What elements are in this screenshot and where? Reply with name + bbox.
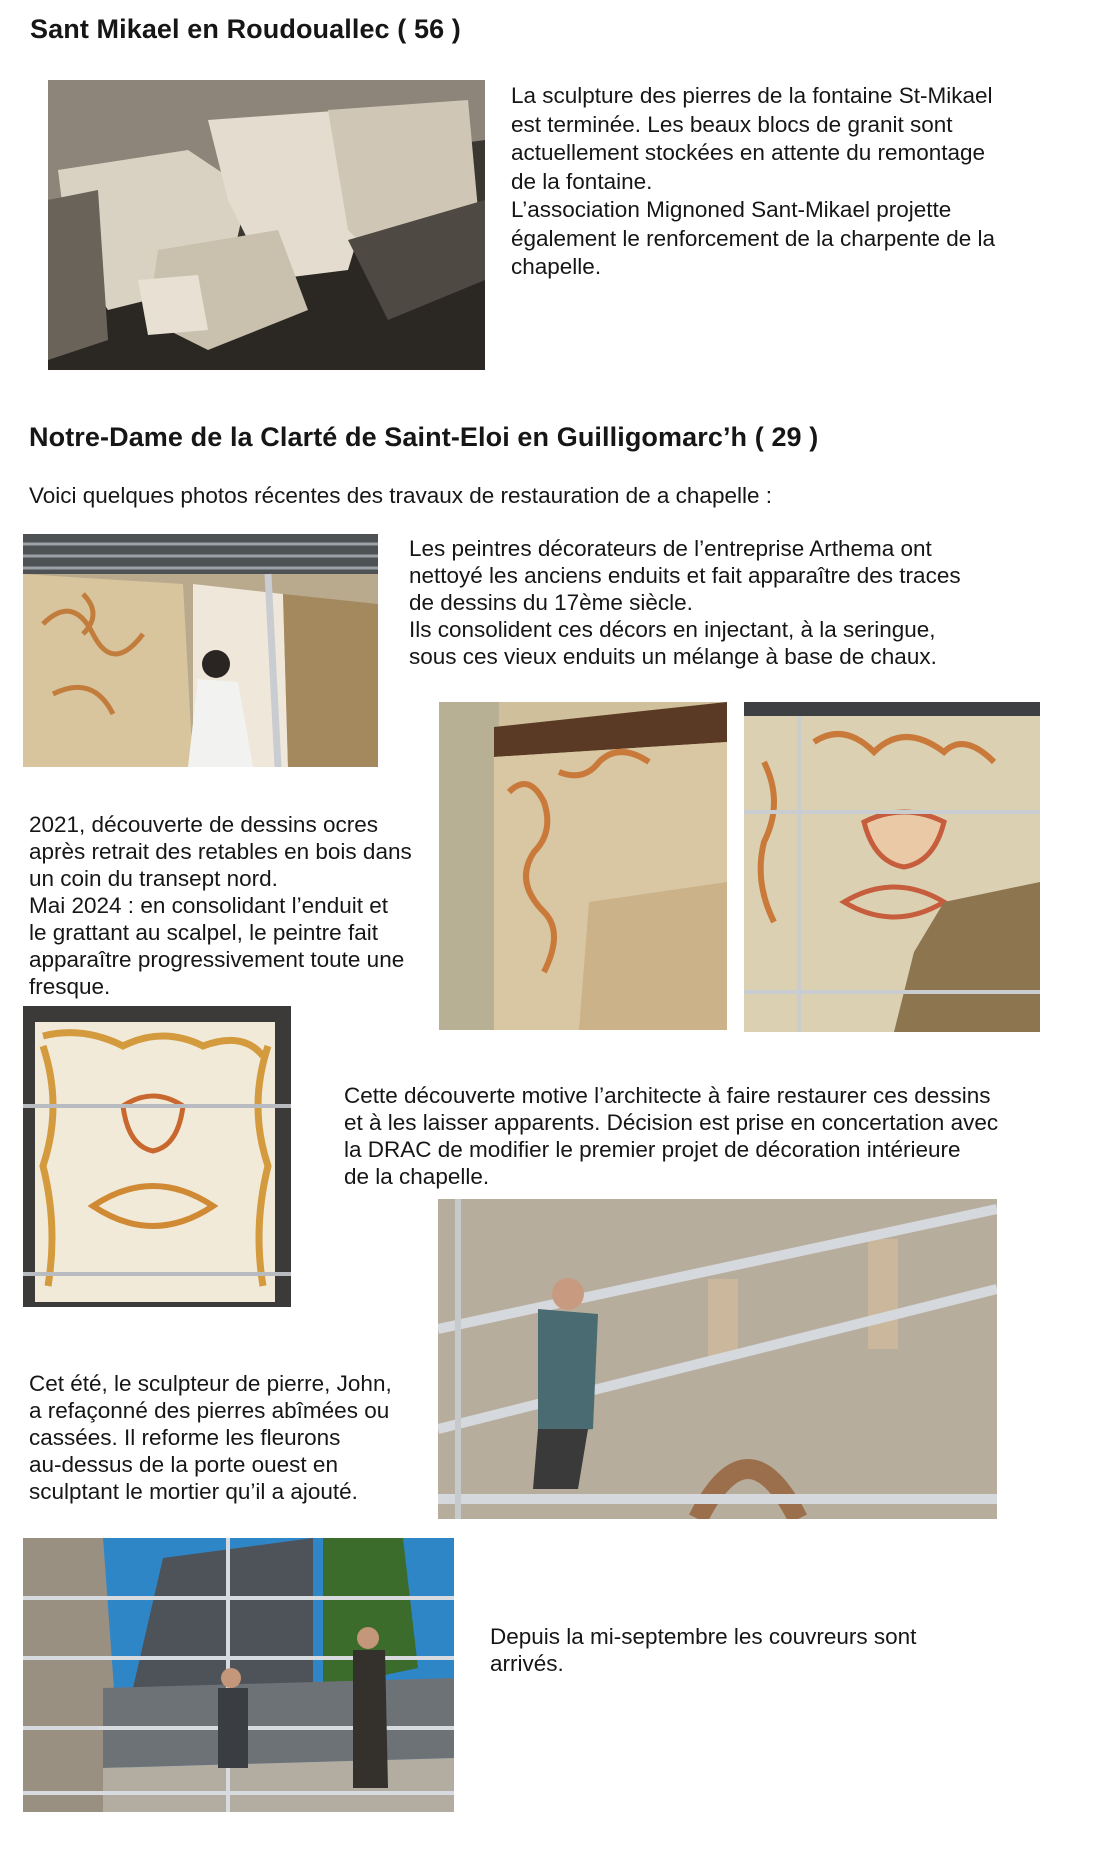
- paragraph-sculpteur: Cet été, le sculpteur de pierre, John, a refaçonné des pierres abîmées ou cassées. Il reforme les fleurons au-dessus de la porte ouest en sculptant le mortier qu’il a ajouté.: [29, 1371, 392, 1504]
- section1-title: Sant Mikael en Roudouallec ( 56 ): [30, 14, 461, 44]
- paragraph-2021: 2021, découverte de dessins ocres après retrait des retables en bois dans un coin du transept nord. Mai 2024 : en consolidant l’enduit et le grattant au scalpel, le peintre fait apparaître progressivement toute une fresque.: [29, 812, 412, 999]
- paragraph-architecte: Cette découverte motive l’architecte à faire restaurer ces dessins et à les laisser apparents. Décision est prise en concertation avec la DRAC de modifier le premier projet de décoration intérieure de la chapelle.: [344, 1083, 999, 1189]
- photo-painter-scaffolding: [23, 534, 378, 767]
- photo-fresco-vase: [744, 702, 1040, 1032]
- section2-intro: Voici quelques photos récentes des travaux de restauration de a chapelle :: [29, 483, 772, 508]
- paragraph-couvreurs: Depuis la mi-septembre les couvreurs sont arrivés.: [490, 1624, 917, 1676]
- photo-roofers: [23, 1538, 454, 1812]
- section2-title: Notre-Dame de la Clarté de Saint-Eloi en Guilligomarc’h ( 29 ): [29, 422, 819, 452]
- photo-sculptor-west-door: [438, 1199, 997, 1519]
- photo-ochre-fresco-wall: [439, 702, 727, 1030]
- section1-paragraph: La sculpture des pierres de la fontaine St-Mikael est terminée. Les beaux blocs de granit sont actuellement stockées en attente du remontage de la fontaine. L’association Mignoned Sant-Mikael projette également le renforcement de la charpente de la chapelle.: [511, 83, 996, 279]
- paragraph-arthema: Les peintres décorateurs de l’entreprise Arthema ont nettoyé les anciens enduits et fait apparaître des traces de dessins du 17ème siècle. Ils consolident ces décors en injectant, à la seringue, sous ces vieux enduits un mélange à base de chaux.: [409, 536, 961, 669]
- photo-restored-fresco: [23, 1006, 291, 1307]
- photo-granite-blocks: [48, 80, 485, 370]
